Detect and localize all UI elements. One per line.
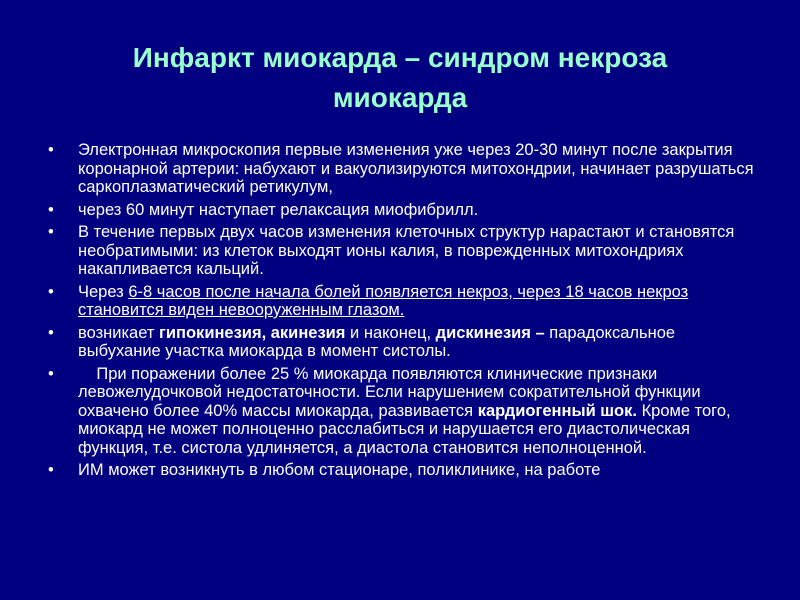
list-item-text-bold: дискинезия – (435, 323, 545, 342)
list-item-text-part: парадоксальное выбухание участка миокарда в момент систолы. (78, 323, 676, 360)
bullet-icon: • (48, 200, 54, 219)
bullet-icon: • (48, 223, 54, 241)
bullet-icon: • (48, 141, 54, 159)
list-item-text-prefix: Через (78, 282, 129, 301)
slide-title-line-1: Инфаркт миокарда – синдром некроза (132, 42, 668, 73)
list-item (48, 223, 758, 279)
list-item (48, 324, 758, 361)
list-item-text-bold: кардиогенный шок. (477, 401, 637, 420)
list-item (48, 283, 758, 320)
bullet-icon: • (48, 461, 54, 479)
list-item (48, 461, 758, 480)
list-item-text-part: возникает (78, 323, 159, 342)
list-item-text: через 60 минут наступает релаксация миофибрилл. (78, 200, 479, 219)
slide-title-line-2: миокарда (332, 82, 468, 113)
slide-content (48, 141, 758, 484)
list-item-text-underlined: 6-8 часов после начала болей появляется некроз, через 18 часов некроз становится виден невооруженным глазом. (78, 282, 689, 319)
list-item-text: Электронная микроскопия первые изменения уже через 20-30 минут после закрытия коронарной артерии: набухают и вакуолизируются митохондрии, начинает разрушаться саркоплазматический ретикулум, (78, 141, 754, 196)
list-item-text-part: Кроме того, миокард не может полноценно расслабиться и нарушается его диастолическая функция, т.е. систола удлиняется, а диастола становится неполноценной. (78, 401, 731, 457)
list-item-text-bold: гипокинезия, акинезия (159, 323, 346, 342)
list-item-text-part: При поражении более 25 % миокарда появляются клинические признаки левожелудочковой недостаточности. Если нарушением сократительной функции охвачено более 40% массы миокарда, развивается (78, 364, 706, 420)
list-item-text: В течение первых двух часов изменения клеточных структур нарастают и становятся необратимыми: из клеток выходят ионы калия, в поврежденных митохондриях накапливается кальций. (78, 223, 735, 278)
list-item (48, 141, 758, 197)
bullet-icon: • (48, 323, 54, 342)
list-item (48, 365, 758, 458)
bullet-list (48, 141, 758, 480)
list-item-text: ИМ может возникнуть в любом стационаре, поликлинике, на работе (78, 461, 601, 479)
list-item (48, 201, 758, 220)
list-item-text-part: и наконец, (345, 323, 436, 342)
slide-title (60, 38, 740, 118)
bullet-icon: • (48, 364, 54, 383)
bullet-icon: • (48, 282, 54, 301)
